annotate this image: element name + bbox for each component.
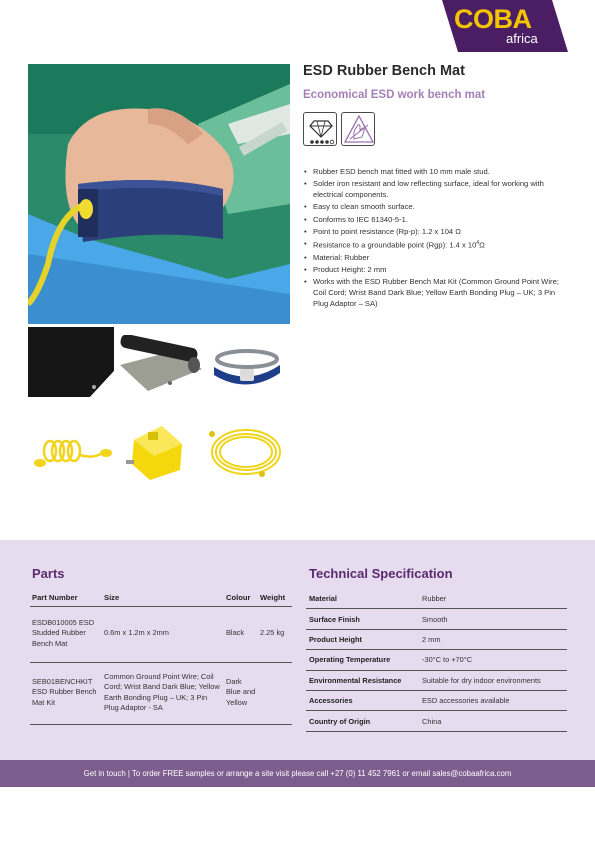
- cell-part: ESDB010005 ESD Studded Rubber Bench Mat: [30, 607, 102, 663]
- cell-colour: Dark Blue and Yellow: [224, 663, 258, 725]
- thumb-black-mat[interactable]: [28, 327, 114, 397]
- feature-item: • Conforms to IEC 61340-5-1.: [304, 214, 570, 225]
- spec-heading: Technical Specification: [309, 566, 453, 581]
- feature-item: • Solder iron resistant and low reflecting surface, ideal for working with electrical components.: [304, 178, 570, 200]
- table-row: [30, 607, 292, 663]
- product-subtitle: Economical ESD work bench mat: [303, 89, 486, 101]
- spec-row: [306, 609, 567, 629]
- spec-row: [306, 650, 567, 670]
- spec-value: -30°C to +70°C: [422, 655, 473, 665]
- spec-row: [306, 711, 567, 731]
- thumb-earth-plug[interactable]: [124, 420, 186, 484]
- spec-value: China: [422, 716, 442, 726]
- spec-key: Product Height: [309, 634, 362, 644]
- cell-size: 0.6m x 1.2m x 2mm: [102, 607, 224, 663]
- spec-key: Environmental Resistance: [309, 675, 402, 685]
- spec-key: Operating Temperature: [309, 655, 391, 665]
- brand-name: COBA: [454, 4, 532, 34]
- spec-row: [306, 589, 567, 609]
- spec-key: Country of Origin: [309, 716, 371, 726]
- spec-value: Smooth: [422, 614, 448, 624]
- spec-value: ESD accessories available: [422, 696, 510, 706]
- spec-key: Material: [309, 594, 337, 604]
- thumb-wrist-band[interactable]: [208, 343, 286, 393]
- feature-rgp-exponent: 4: [476, 239, 480, 246]
- contact-footer[interactable]: Get in touch | To order FREE samples or arrange a site visit please call +27 (0) 11 452 7961 or email sales@cobaafrica.com: [0, 760, 595, 787]
- thumb-coil-cord[interactable]: [30, 425, 114, 475]
- diamond-rating-icon: [303, 112, 337, 146]
- thumb-rolled-mat[interactable]: [114, 335, 202, 395]
- cell-part: SEB01BENCHKIT ESD Rubber Bench Mat Kit: [30, 663, 102, 725]
- col-size: Size: [102, 590, 224, 607]
- spec-row: [306, 671, 567, 691]
- feature-item: • Point to point resistance (Rp-p): 1.2 x 104 Ω: [304, 226, 570, 237]
- product-hero-image: [28, 64, 290, 324]
- feature-rgp-unit: Ω: [479, 240, 485, 250]
- feature-icons: [303, 112, 375, 146]
- spec-value: Rubber: [422, 594, 447, 604]
- spec-row: [306, 630, 567, 650]
- col-colour: Colour: [224, 590, 258, 607]
- feature-list: [304, 166, 570, 310]
- spec-row: [306, 691, 567, 711]
- parts-heading: Parts: [32, 566, 65, 581]
- feature-item: • Material: Rubber: [304, 252, 570, 263]
- feature-item: [304, 238, 570, 251]
- spec-table: [306, 589, 567, 732]
- spec-value: 2 mm: [422, 634, 441, 644]
- product-title: ESD Rubber Bench Mat: [303, 63, 465, 79]
- spec-key: Accessories: [309, 696, 353, 706]
- esd-hand-icon: [341, 112, 375, 146]
- brand-subname: africa: [506, 31, 538, 46]
- feature-rgp-text: Resistance to a groundable point (Rgp): 1.4 x 10: [313, 240, 477, 250]
- spec-key: Surface Finish: [309, 614, 360, 624]
- feature-item: • Works with the ESD Rubber Bench Mat Kit (Common Ground Point Wire; Coil Cord; Wrist Band Dark Blue; Yellow Earth Bonding Plug – UK; 3 Pin Plug Adaptor – SA): [304, 276, 570, 309]
- cell-size: Common Ground Point Wire; Coil Cord; Wrist Band Dark Blue; Yellow Earth Bonding Plug – UK; 3 Pin Plug Adaptor - SA: [102, 663, 224, 725]
- feature-item: • Rubber ESD bench mat fitted with 10 mm male stud.: [304, 166, 570, 177]
- cell-weight: 2.25 kg: [258, 607, 292, 663]
- cell-colour: Black: [224, 607, 258, 663]
- col-part-number: Part Number: [30, 590, 102, 607]
- thumb-ground-wire[interactable]: [202, 420, 286, 484]
- parts-header-row: [30, 590, 292, 607]
- feature-item: • Easy to clean smooth surface.: [304, 201, 570, 212]
- table-row: [30, 663, 292, 725]
- spec-value: Suitable for dry indoor environments: [422, 675, 541, 685]
- cell-weight: [258, 663, 292, 725]
- col-weight: Weight: [258, 590, 292, 607]
- parts-table: [30, 590, 292, 725]
- brand-logo: [442, 0, 568, 52]
- feature-item: • Product Height: 2 mm: [304, 264, 570, 275]
